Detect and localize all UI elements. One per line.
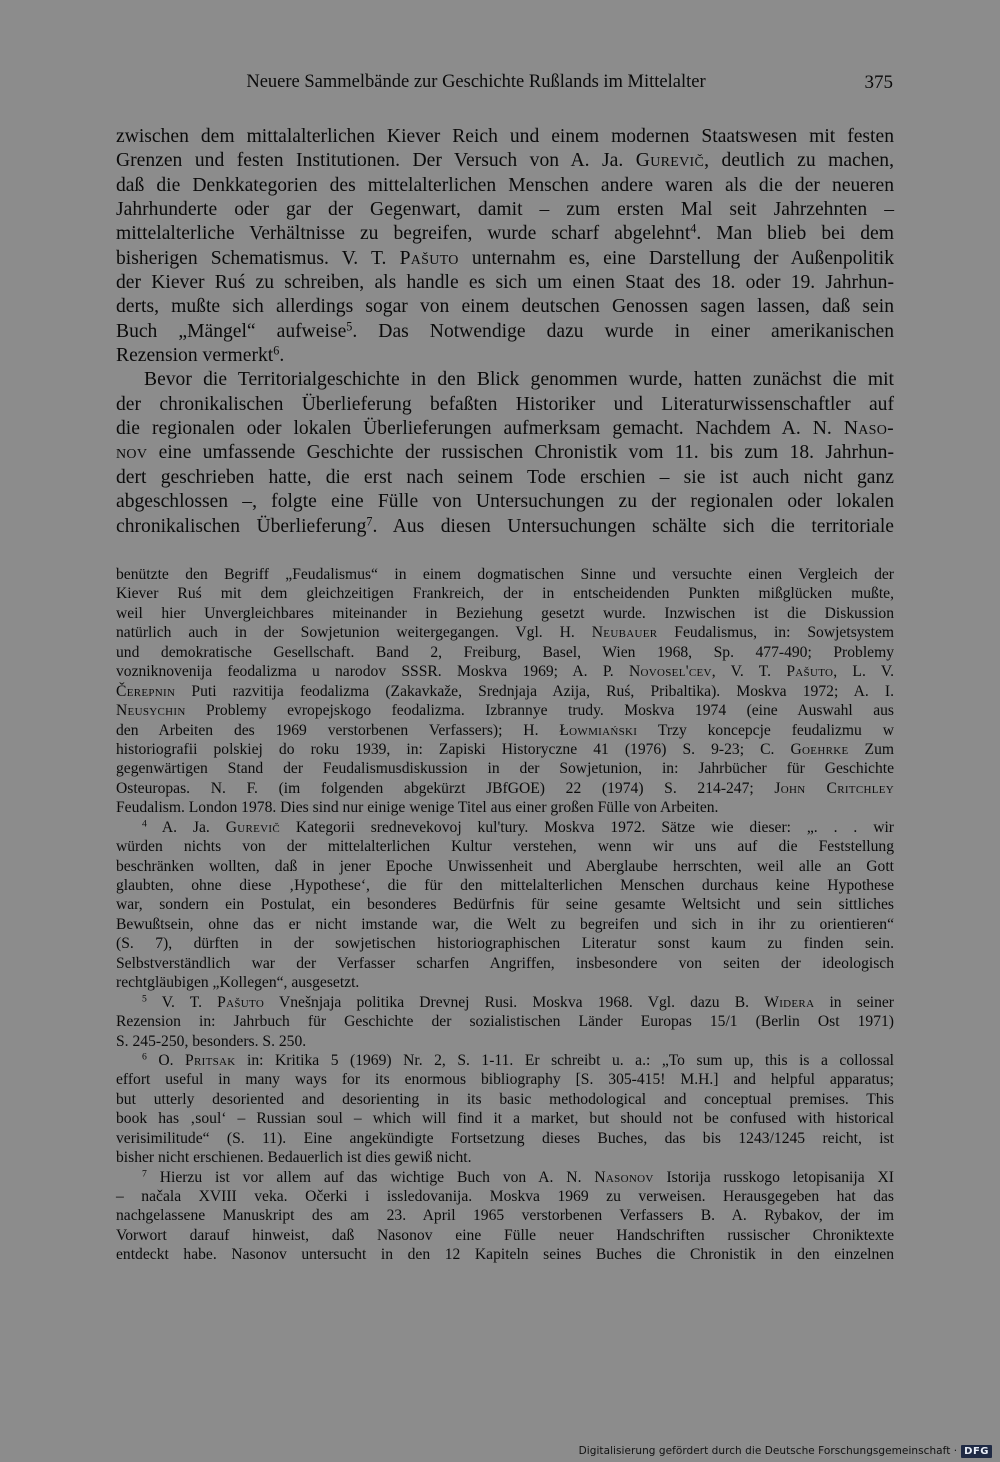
text-run: der Kiever Ruś zu schreiben, als handle es sich um einen Staat des 18. oder 19. Jahrhun- bbox=[116, 272, 894, 294]
text-run: , deutlich zu machen, bbox=[704, 150, 894, 172]
author-name: Widera bbox=[764, 993, 815, 1011]
footnote-line bbox=[116, 993, 894, 1012]
body-line bbox=[116, 393, 894, 417]
text-run: . Man blieb bei dem bbox=[696, 223, 894, 245]
text-run: – načala XVIII veka. Očerki i issledovanija. Moskva 1969 zu verweisen. Herausgegeben hat das bbox=[116, 1188, 894, 1205]
body-line bbox=[116, 344, 894, 368]
author-name: Goehrke bbox=[790, 740, 849, 758]
text-run: würden nichts von der mittelalterlichen Kultur verstehen, wenn wir uns auf die Feststellung bbox=[116, 838, 894, 856]
text-run: entdeckt habe. Nasonov untersucht in den 12 Kapiteln seines Buches die Chronistik in den einzelnen bbox=[116, 1246, 894, 1264]
body-line bbox=[116, 441, 894, 465]
text-run: Problemy evropejskogo feodalizma. Izbrannye trudy. Moskva 1974 (eine Auswahl aus bbox=[185, 702, 894, 720]
text-run: chronikalischen Überlieferung bbox=[116, 515, 367, 537]
footnote-line bbox=[116, 1168, 894, 1187]
text-run: benützte den Begriff „Feudalismus“ in einem dogmatischen Sinne und versuchte einen Vergleich der bbox=[116, 566, 894, 583]
text-run: glaubten, ohne diese ‚Hypothese‘, die für den mittelalterlichen Menschen durchaus keine Hypothese bbox=[116, 877, 894, 894]
body-line bbox=[116, 198, 894, 222]
text-run: but utterly desoriented and desorienting in its basic methodological and conceptual premises. This bbox=[116, 1090, 894, 1108]
text-run: war, sondern ein Postulat, ein besonderes Bedürfnis für seine gesamte Weltsicht und sein sittliches bbox=[116, 896, 894, 914]
text-run: verisimilitude“ (S. 11). Eine angekündigte Fortsetzung dieses Buches, das bis 1243/1245 reicht, ist bbox=[116, 1129, 894, 1147]
footnote-line bbox=[116, 584, 894, 603]
text-run: vozniknovenija feodalizma u narodov SSSR. Moskva 1969; A. P. bbox=[116, 663, 629, 681]
text-run: Rezension vermerkt bbox=[116, 345, 274, 367]
footnote-line bbox=[116, 837, 894, 856]
author-name: John Critchley bbox=[774, 779, 894, 797]
footnote-line bbox=[116, 1070, 894, 1089]
footnote-line bbox=[116, 1206, 894, 1225]
text-run: gegenwärtigen Stand der Feudalismusdiskussion in der Sowjetunion, in: Jahrbücher für Geschichte bbox=[116, 760, 894, 778]
text-run: eine umfassende Geschichte der russischen Chronistik vom 11. bis zum 18. Jahrhun- bbox=[147, 442, 894, 464]
text-run: Grenzen und festen Institutionen. Der Versuch von A. Ja. bbox=[116, 150, 636, 172]
text-run: rechtgläubigen „Kollegen“, ausgesetzt. bbox=[116, 974, 360, 992]
footnote-line bbox=[116, 934, 894, 953]
footnote-line bbox=[116, 1090, 894, 1109]
text-run: derts, mußte sich allerdings sogar von einem deutschen Genossen sagen lassen, daß sein bbox=[116, 296, 894, 318]
author-name: Naso- bbox=[843, 418, 894, 440]
text-run: , V. T. bbox=[711, 663, 787, 681]
text-run: effort useful in many ways for its enormous bibliography [S. 305-415! M.H.] and helpful apparatus; bbox=[116, 1071, 894, 1089]
text-run: . Das Notwendige dazu wurde in einer amerikanischen bbox=[352, 320, 894, 342]
text-run: Jahrhunderte oder gar der Gegenwart, damit – zum ersten Mal seit Jahrzehnten – bbox=[116, 199, 894, 221]
text-run: daß die Denkkategorien des mittelalterlichen Menschen andere waren als die der neueren bbox=[116, 174, 894, 196]
text-run: Bevor die Territorialgeschichte in den Blick genommen wurde, hatten zunächst die mit bbox=[144, 369, 894, 391]
body-line bbox=[116, 295, 894, 319]
text-run: Osteuropas. N. F. (im folgenden abgekürzt JBfGOE) 22 (1974) S. 214-247; bbox=[116, 779, 775, 797]
text-run: Puti razvitija feodalizma (Zakavkaže, Srednjaja Azija, Ruś, Pribaltika). Moskva 1972; A. I. bbox=[175, 682, 894, 700]
body-line bbox=[116, 368, 894, 392]
footnote-line bbox=[116, 1129, 894, 1148]
text-run: Kategorii srednevekovoj kul'tury. Moskva 1972. Sätze wie dieser: „. . . wir bbox=[280, 818, 894, 836]
text-run: den Arbeiten des 1969 verstorbenen Verfassers); H. bbox=[116, 721, 560, 739]
footnote-line bbox=[116, 915, 894, 934]
text-run: Vorwort darauf hinweist, daß Nasonov eine Fülle neuer Handschriften russischer Chroniktexte bbox=[116, 1226, 894, 1244]
text-run: unternahm es, eine Darstellung der Außenpolitik bbox=[458, 247, 894, 269]
body-line bbox=[116, 247, 894, 271]
text-run: bisherigen Schematismus. V. T. bbox=[116, 247, 400, 269]
text-run: S. 245-250, besonders. S. 250. bbox=[116, 1032, 307, 1050]
text-run: zwischen dem mittalalterlichen Kiever Reich und einem modernen Staatswesen mit festen bbox=[116, 126, 894, 147]
text-run: (S. 7), dürften in der sowjetischen historiographischen Literatur sonst kaum zu finden sein. bbox=[116, 935, 894, 953]
footnote-line bbox=[116, 1148, 894, 1167]
body-line bbox=[116, 149, 894, 173]
running-head bbox=[0, 72, 1000, 102]
text-run: Vnešnjaja politika Drevnej Rusi. Moskva 1968. Vgl. dazu B. bbox=[264, 993, 765, 1011]
text-run: . Aus diesen Untersuchungen schälte sich die territoriale bbox=[372, 515, 894, 537]
text-run: , L. V. bbox=[833, 663, 894, 681]
author-name: Neusychin bbox=[116, 702, 186, 720]
footnote-line bbox=[116, 818, 894, 837]
text-run: die regionalen oder lokalen Überlieferungen aufmerksam gemacht. Nachdem A. N. bbox=[116, 418, 844, 440]
author-name: nov bbox=[116, 442, 148, 464]
footnote-line bbox=[116, 643, 894, 662]
footnote-line bbox=[116, 895, 894, 914]
footnote-line bbox=[116, 662, 894, 681]
footnote-line bbox=[116, 701, 894, 720]
footnote-marker: 5 bbox=[142, 993, 147, 1005]
footnote-line bbox=[116, 973, 894, 992]
text-run: . bbox=[279, 345, 285, 367]
footnote-line bbox=[116, 876, 894, 895]
footnote-line bbox=[116, 1109, 894, 1128]
body-line bbox=[116, 466, 894, 490]
text-run: Selbstverständlich war der Verfasser scharfen Angriffen, insbesondere von seiten der ideologisch bbox=[116, 954, 894, 972]
body-line bbox=[116, 222, 894, 246]
dfg-logo: DFG bbox=[961, 1445, 992, 1458]
text-run: Feudalism. London 1978. Dies sind nur einige wenige Titel aus einer großen Fülle von Arbeiten. bbox=[116, 799, 719, 817]
footnotes bbox=[116, 565, 894, 1265]
footnote-line bbox=[116, 604, 894, 623]
text-run: Buch „Mängel“ aufweise bbox=[116, 320, 347, 342]
footnote-line bbox=[116, 623, 894, 642]
text-run: dert geschrieben hatte, die erst nach seinem Tode erschien – sie ist auch nicht ganz bbox=[116, 466, 894, 488]
footnote-line bbox=[116, 1187, 894, 1206]
text-run: in: Kritika 5 (1969) Nr. 2, S. 1-11. Er schreibt u. a.: „To sum up, this is a collossal bbox=[235, 1051, 894, 1069]
text-run: Rezension in: Jahrbuch für Geschichte der sozialistischen Länder Europas 15/1 (Berlin Ost 1971) bbox=[116, 1013, 894, 1031]
author-name: Neubauer bbox=[591, 624, 658, 642]
author-name: Pašuto bbox=[786, 663, 834, 681]
text-run: und demokratische Gesellschaft. Band 2, Freiburg, Basel, Wien 1968, Sp. 477-490; Problemy bbox=[116, 643, 894, 661]
text-run: beschränken wollten, daß in jener Epoche Unwissenheit und Aberglaube herrschten, weil alle an Gott bbox=[116, 857, 894, 875]
footnote-line bbox=[116, 798, 894, 817]
body-line bbox=[116, 271, 894, 295]
footnote-marker: 7 bbox=[142, 1168, 147, 1180]
main-text bbox=[116, 125, 894, 539]
text-run: mittelalterliche Verhältnisse zu begreifen, wurde scharf abgelehnt bbox=[116, 223, 691, 245]
body-line bbox=[116, 174, 894, 198]
footnote-marker: 6 bbox=[142, 1051, 147, 1063]
text-run: A. Ja. bbox=[146, 818, 226, 836]
author-name: Pašuto bbox=[399, 247, 459, 269]
author-name: Gurevič bbox=[225, 818, 281, 836]
body-line bbox=[116, 125, 894, 149]
text-run: Trzy koncepcje feudalizmu w bbox=[637, 721, 894, 739]
text-run: Hierzu ist vor allem auf das wichtige Buch von A. N. bbox=[146, 1168, 595, 1186]
footnote-marker: 7 bbox=[366, 513, 373, 528]
author-name: Novosel'cev bbox=[628, 663, 712, 681]
text-run: Kiever Ruś mit dem gleichzeitigen Frankreich, der in entscheidenden Punkten mißglücken mußte, bbox=[116, 585, 894, 603]
author-name: Nasonov bbox=[594, 1168, 654, 1186]
page-number: 375 bbox=[864, 72, 893, 93]
body-line bbox=[116, 490, 894, 514]
author-name: Gurevič bbox=[635, 150, 705, 172]
text-run: historiografii polskiej do roku 1939, in: Zapiski Historyczne 41 (1976) S. 9-23; C. bbox=[116, 740, 791, 758]
footnote-line bbox=[116, 721, 894, 740]
footnote-line bbox=[116, 1051, 894, 1070]
footnote-line bbox=[116, 1012, 894, 1031]
author-name: Čerepnin bbox=[116, 682, 176, 700]
text-run: V. T. bbox=[146, 993, 218, 1011]
footnote-line bbox=[116, 740, 894, 759]
credit-text: Digitalisierung gefördert durch die Deutsche Forschungsgemeinschaft · bbox=[578, 1445, 958, 1457]
footnote-line bbox=[116, 682, 894, 701]
footnote-line bbox=[116, 954, 894, 973]
footnote-line bbox=[116, 1032, 894, 1051]
text-run: natürlich auch in der Sowjetunion weitergegangen. Vgl. H. bbox=[116, 624, 592, 642]
text-run: in seiner bbox=[814, 993, 894, 1011]
body-line bbox=[116, 417, 894, 441]
text-run: O. bbox=[146, 1051, 186, 1069]
footnote-line bbox=[116, 857, 894, 876]
body-line bbox=[116, 320, 894, 344]
text-run: nachgelassene Manuskript des am 23. April 1965 verstorbenen Verfassers B. A. Rybakov, der im bbox=[116, 1207, 894, 1225]
author-name: Pašuto bbox=[217, 993, 265, 1011]
text-run: Istorija russkogo letopisanija XI bbox=[653, 1168, 894, 1186]
digitization-credit bbox=[579, 1443, 992, 1459]
footnote-line bbox=[116, 759, 894, 778]
running-title: Neuere Sammelbände zur Geschichte Rußlands im Mittelalter bbox=[246, 72, 706, 92]
text-run: weil hier Unvergleichbares miteinander in Beziehung gesetzt wurde. Inzwischen ist die Diskussion bbox=[116, 604, 894, 622]
footnote-marker: 4 bbox=[142, 818, 147, 830]
text-run: bisher nicht erschienen. Bedauerlich ist dies gewiß nicht. bbox=[116, 1149, 472, 1167]
footnote-line bbox=[116, 565, 894, 584]
footnote-line bbox=[116, 1245, 894, 1264]
text-run: Bewußtsein, ohne das er nicht imstande war, die Welt zu begreifen und sich in ihr zu orientieren“ bbox=[116, 915, 894, 933]
footnote-line bbox=[116, 779, 894, 798]
text-run: Zum bbox=[848, 740, 894, 758]
footnote-line bbox=[116, 1226, 894, 1245]
text-run: der chronikalischen Überlieferung befaßten Historiker und Literaturwissenschaftler auf bbox=[116, 393, 894, 415]
author-name: Łowmiański bbox=[559, 721, 638, 739]
author-name: Pritsak bbox=[185, 1051, 236, 1069]
footnote-marker: 6 bbox=[273, 343, 280, 358]
footnote-marker: 4 bbox=[690, 221, 697, 236]
body-line bbox=[116, 515, 894, 539]
text-run: book has ‚soul‘ – Russian soul – which will find it a market, but should not be confused with historical bbox=[116, 1110, 894, 1128]
text-run: abgeschlossen –, folgte eine Fülle von Untersuchungen zu der regionalen oder lokalen bbox=[116, 491, 894, 513]
footnote-marker: 5 bbox=[346, 319, 353, 334]
text-run: Feudalismus, in: Sowjetsystem bbox=[657, 624, 895, 642]
